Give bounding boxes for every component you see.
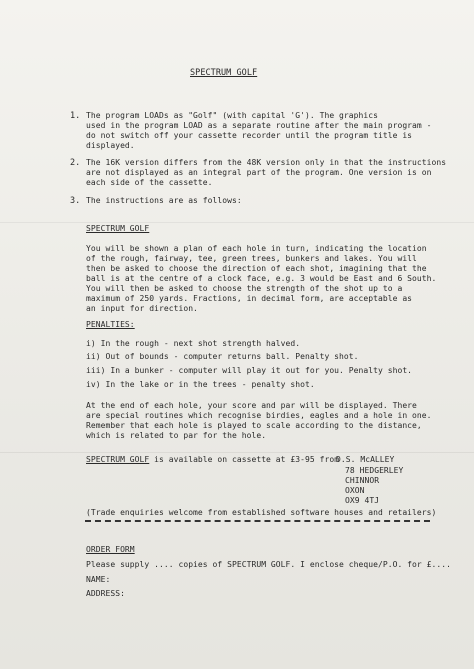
intro-line: then be asked to choose the direction of each shot, imagining that the [86,264,427,273]
intro-line: ball is at the centre of a clock face, e.g. 3 would be East and 6 South. [86,274,437,283]
penalties-title: PENALTIES: [86,320,135,329]
item-line: are not displayed as an integral part of the program. One version is on [86,168,432,177]
item-line: used in the program LOAD as a separate routine after the main program - [86,121,432,130]
order-form-line: Please supply .... copies of SPECTRUM GOLF. I enclose cheque/P.O. for £.... [86,560,451,569]
address-line: OX9 4TJ [345,496,380,505]
item-line: each side of the cassette. [86,178,213,187]
intro-line: of the rough, fairway, tee, green trees, bunkers and lakes. You will [86,254,417,263]
address-line: OXON [345,486,365,495]
section-title: SPECTRUM GOLF [86,224,150,233]
item-line: The instructions are as follows: [86,196,242,205]
end-line: which is related to par for the hole. [86,431,267,440]
item-number: 3. [70,196,81,206]
penalty-line: i) In the rough - next shot strength halved. [86,339,301,348]
paper-crease [0,452,474,453]
address-label: ADDRESS: [86,589,125,598]
penalty-line: ii) Out of bounds - computer returns ball. Penalty shot. [86,352,359,361]
intro-line: You will be shown a plan of each hole in turn, indicating the location [86,244,427,253]
end-line: At the end of each hole, your score and par will be displayed. There [86,401,417,410]
item-line: do not switch off your cassette recorder until the program title is [86,131,413,140]
penalty-line: iv) In the lake or in the trees - penalty shot. [86,380,315,389]
cut-line [85,520,430,522]
penalty-line: iii) In a bunker - computer will play it out for you. Penalty shot. [86,366,413,375]
address-line: CHINNOR [345,476,380,485]
address-line: D.S. McALLEY [336,455,395,464]
item-number: 1. [70,111,81,121]
item-number: 2. [70,158,81,168]
item-line: The program LOADs as "Golf" (with capital 'G'). The graphics [86,111,378,120]
end-line: Remember that each hole is played to scale according to the distance, [86,421,422,430]
availability-text: is available on cassette at £3-95 from [149,455,340,464]
address-line: 78 HEDGERLEY [345,466,404,475]
order-form-title: ORDER FORM [86,545,135,554]
name-label: NAME: [86,575,111,584]
item-line: displayed. [86,141,135,150]
paper-crease [0,222,474,223]
availability-line [86,455,339,465]
availability-product-name: SPECTRUM GOLF [86,455,150,464]
intro-line: maximum of 250 yards. Fractions, in decimal form, are acceptable as [86,294,413,303]
intro-line: an input for direction. [86,304,198,313]
trade-note: (Trade enquiries welcome from established software houses and retailers) [86,508,437,517]
item-line: The 16K version differs from the 48K version only in that the instructions [86,158,447,167]
intro-line: You will then be asked to choose the strength of the shot up to a [86,284,403,293]
document-title: SPECTRUM GOLF [190,68,258,78]
end-line: are special routines which recognise birdies, eagles and a hole in one. [86,411,432,420]
